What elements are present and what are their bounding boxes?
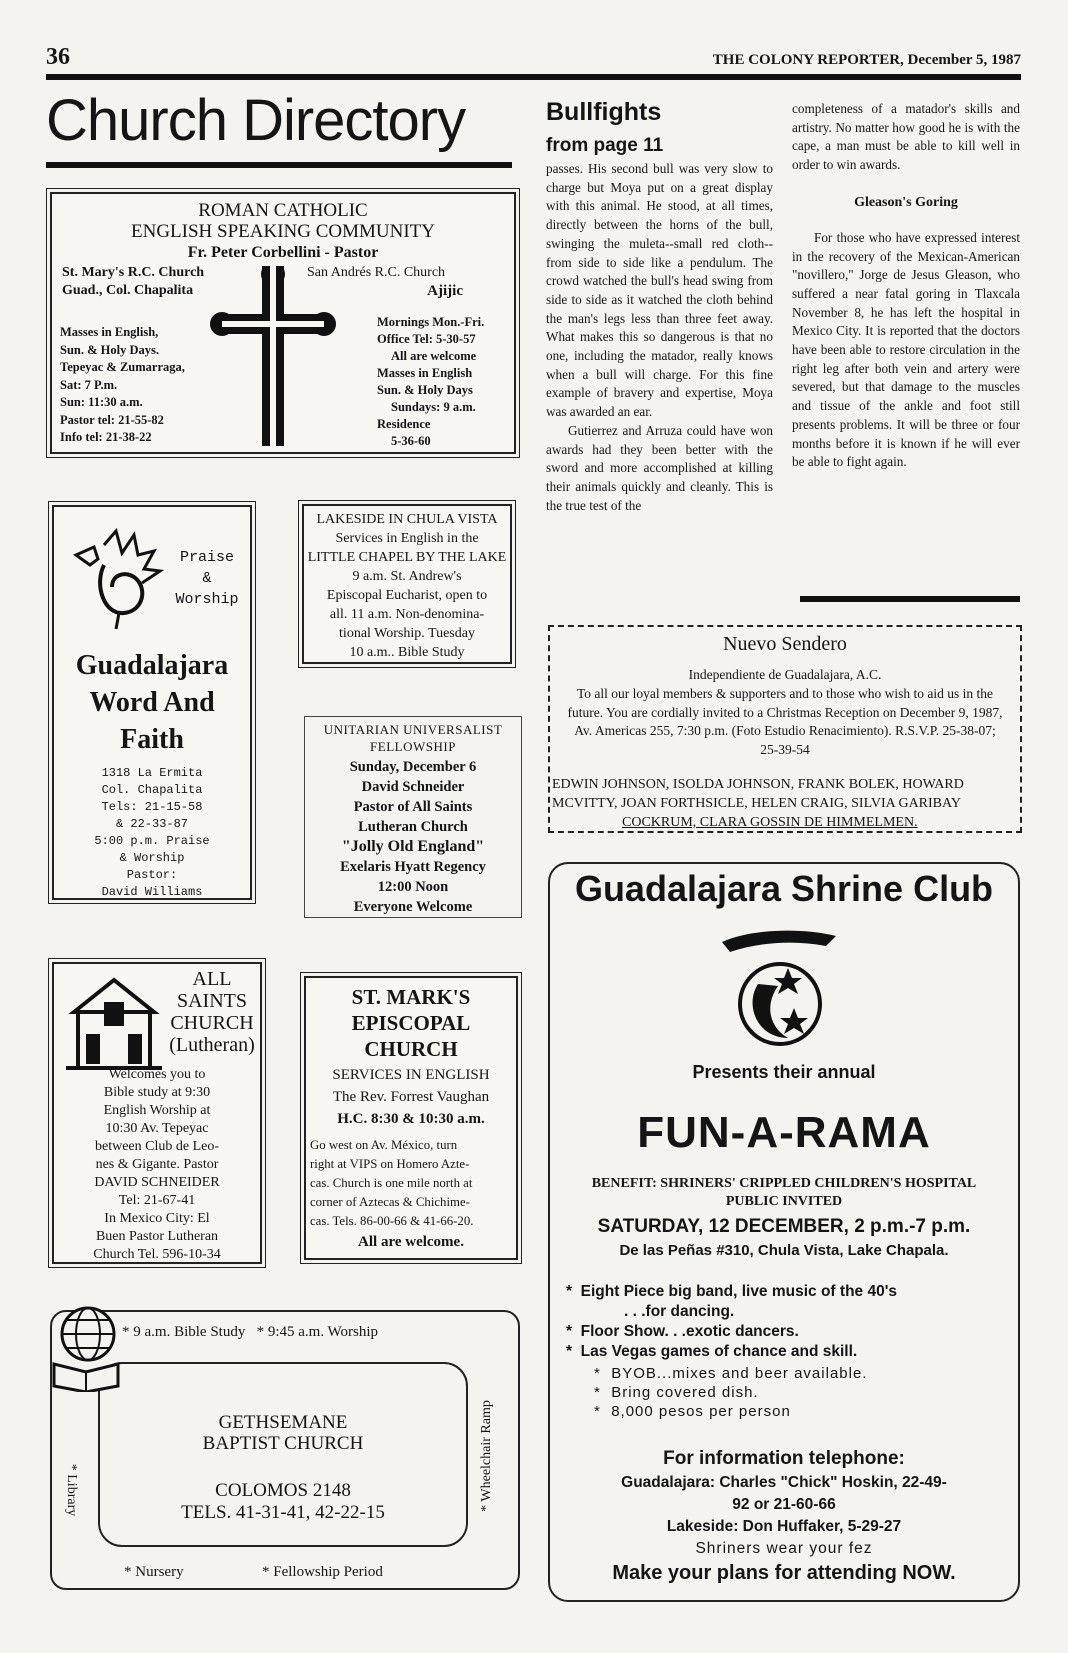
lakeside-title: LAKESIDE IN CHULA VISTA <box>316 512 498 527</box>
unitarian-line: Everyone Welcome <box>353 899 473 915</box>
unitarian-line: "Jolly Old England" <box>341 838 485 855</box>
st-marks-hc: H.C. 8:30 & 10:30 a.m. <box>337 1111 485 1127</box>
church-building-icon <box>64 972 164 1072</box>
all-saints-line: 10:30 Av. Tepeyac <box>105 1121 209 1136</box>
left-detail: Tepeyac & Zumarraga, <box>60 360 185 374</box>
all-saints-line: between Club de Leo- <box>94 1139 219 1154</box>
all-saints-title: SAINTS <box>176 990 247 1012</box>
article-end-rule <box>800 596 1020 602</box>
all-saints-line: Church Tel. 596-10-34 <box>93 1247 221 1262</box>
lakeside-line: Episcopal Eucharist, open to <box>326 588 488 603</box>
all-saints-line: nes & Gigante. Pastor <box>95 1157 219 1172</box>
nuevo-names: EDWIN JOHNSON, ISOLDA JOHNSON, FRANK BOLEK, HOWARD <box>552 777 964 792</box>
shrine-sub-bullet: * 8,000 pesos per person <box>594 1403 791 1420</box>
st-marks-title: EPISCOPAL <box>351 1011 471 1035</box>
wheelchair-label: * Wheelchair Ramp <box>479 1400 494 1512</box>
page-number: 36 <box>46 44 70 70</box>
goring-body: For those who have expressed interest in the recovery of the Mexican-American "novillero," Jorge de Jesus Gleason, who suffered a near fatal goring in Tlaxcala November 8, he has left the hospital in Mexico City. It is reported that the doctors have been able to restore circulation in the right leg after both vein and artery were severed, but that damage to the muscles and tissue of the ankle and foot still presents problems. It will be three or four months before it is known if he will ever be able to fight again. <box>792 229 1020 470</box>
word-faith-name: Guadalajara <box>75 650 229 681</box>
lakeside-ad <box>302 504 512 664</box>
shrine-info: For information telephone: <box>663 1448 905 1469</box>
word-faith-ad <box>52 505 252 900</box>
word-faith-name: Faith <box>120 724 184 755</box>
shrine-guad2: 92 or 21-60-66 <box>732 1496 836 1513</box>
right-detail: Sun. & Holy Days <box>377 383 473 397</box>
fun-a-rama: FUN-A-RAMA <box>637 1108 931 1157</box>
nuevo-title: Nuevo Sendero <box>723 633 847 655</box>
nuevo-names: MCVITTY, JOAN FORTHSICLE, HELEN CRAIG, SILVIA GARIBAY <box>552 796 961 811</box>
shrine-cta: Make your plans for attending NOW. <box>612 1562 956 1584</box>
left-location: Guad., Col. Chapalita <box>62 283 194 298</box>
wf-detail: Pastor: <box>126 868 178 882</box>
word-faith-name: Word And <box>89 687 215 718</box>
gethsemane-name: BAPTIST CHURCH <box>202 1433 364 1454</box>
catholic-ad <box>50 192 516 454</box>
st-marks-direction: Go west on Av. México, turn <box>310 1138 458 1152</box>
gethsemane-ad <box>50 1310 520 1590</box>
right-detail: Sundays: 9 a.m. <box>391 400 476 414</box>
all-saints-ad <box>52 962 262 1264</box>
bullfights-column-2 <box>792 100 1020 472</box>
lakeside-line: tional Worship. Tuesday <box>339 626 475 641</box>
st-marks-welcome: All are welcome. <box>358 1234 464 1250</box>
st-marks-direction: cas. Church is one mile north at <box>310 1176 473 1190</box>
shrine-sub-text: 8,000 pesos per person <box>611 1403 791 1420</box>
lakeside-line: all. 11 a.m. Non-denomina- <box>329 607 485 622</box>
right-detail: Masses in English <box>377 366 473 380</box>
unitarian-title: UNITARIAN UNIVERSALIST <box>323 722 503 737</box>
right-detail: Office Tel: 5-30-57 <box>377 332 476 346</box>
left-detail: Sun: 11:30 a.m. <box>60 395 143 409</box>
all-saints-line: In Mexico City: El <box>104 1211 210 1226</box>
unitarian-line: 12:00 Noon <box>377 879 449 895</box>
right-detail: Residence <box>377 417 431 431</box>
praise-amp: & <box>202 570 212 587</box>
all-saints-title: (Lutheran) <box>169 1034 255 1056</box>
wf-detail: 5:00 p.m. Praise <box>94 834 210 848</box>
st-marks-direction: corner of Aztecas & Chichime- <box>310 1195 470 1209</box>
lakeside-line: Services in English in the <box>335 531 479 546</box>
unitarian-ad <box>304 716 522 918</box>
shrine-sub-text: Bring covered dish. <box>611 1384 759 1401</box>
nuevo-names: COCKRUM, CLARA GOSSIN DE HIMMELMEN. <box>622 815 918 830</box>
nuevo-body: To all our loyal members & supporters and to those who wish to aid us in the future. You are cordially invited to a Christmas Reception on December 9, 1987, Av. Americas 255, 7:30 p.m. (Foto Estudio Renacimiento). R.S.V.P. 25-38-07; 25-39-54 <box>567 686 1003 757</box>
shrine-bullet: * Eight Piece big band, live music of the 40's <box>566 1283 898 1300</box>
catholic-line1: ROMAN CATHOLIC <box>198 200 368 221</box>
gethsemane-address: COLOMOS 2148 <box>215 1480 351 1501</box>
shrine-place: De las Peñas #310, Chula Vista, Lake Chapala. <box>619 1242 949 1259</box>
shrine-bullet: * Las Vegas games of chance and skill. <box>566 1343 858 1360</box>
goring-subhead: Gleason's Goring <box>854 194 958 210</box>
unitarian-line: Pastor of All Saints <box>353 799 473 815</box>
shrine-club-ad <box>548 862 1020 1602</box>
right-detail: 5-36-60 <box>391 434 431 448</box>
all-saints-line: Tel: 21-67-41 <box>118 1193 196 1208</box>
shrine-sub-bullet: * BYOB...mixes and beer available. <box>594 1365 868 1382</box>
gethsemane-top-line: * 9 a.m. Bible Study * 9:45 a.m. Worship <box>122 1324 379 1340</box>
left-detail: Info tel: 21-38-22 <box>60 430 152 444</box>
all-saints-title: CHURCH <box>170 1012 254 1034</box>
cross-icon <box>202 266 342 446</box>
wf-detail: Col. Chapalita <box>101 783 203 797</box>
gethsemane-name: GETHSEMANE <box>218 1412 348 1433</box>
unitarian-line: David Schneider <box>361 779 465 795</box>
bullfights-para: passes. His second bull was very slow to charge but Moya put on a great display with this animal. He stood, at all times, directly between the horns of the bull, swinging the muleta--small red cloth--from side to side like a pendulum. The crowd watched the bull's head swing from side to side as it watched the cloth behind the man's legs less than three feet away. What makes this so dangerous is that no one, including the matador, really knows when a bull will charge. For this fine example of bravery and expertise, Moya was awarded an ear. <box>546 161 773 420</box>
left-church: St. Mary's R.C. Church <box>62 265 205 280</box>
globe-bible-icon <box>44 1302 130 1392</box>
bullfights-subhead: from page 11 <box>546 135 664 156</box>
shrine-date: SATURDAY, 12 DECEMBER, 2 p.m.-7 p.m. <box>597 1216 971 1237</box>
wf-detail: Tels: 21-15-58 <box>101 800 203 814</box>
lakeside-line: 9 a.m. St. Andrew's <box>352 569 462 584</box>
wf-detail: 1318 La Ermita <box>101 766 203 780</box>
shrine-guad: Guadalajara: Charles "Chick" Hoskin, 22-49- <box>621 1474 947 1491</box>
catholic-line2: ENGLISH SPEAKING COMMUNITY <box>131 221 435 242</box>
directory-rule <box>46 162 512 168</box>
shrine-bullet-text: Eight Piece big band, live music of the 40's <box>580 1283 898 1300</box>
left-detail: Sun. & Holy Days. <box>60 342 159 357</box>
unitarian-title: FELLOWSHIP <box>370 739 456 754</box>
shrine-benefit: BENEFIT: SHRINERS' CRIPPLED CHILDREN'S HOSPITAL <box>591 1176 977 1191</box>
nursery-label: * Nursery <box>124 1564 184 1580</box>
st-marks-direction: cas. Tels. 86-00-66 & 41-66-20. <box>310 1214 474 1228</box>
praise-worship: Worship <box>175 591 239 608</box>
library-label: * Library <box>64 1463 79 1517</box>
shrine-bullet-text: Floor Show. . .exotic dancers. <box>580 1323 799 1340</box>
left-detail: Pastor tel: 21-55-82 <box>60 412 164 427</box>
right-location: Ajijic <box>427 283 463 299</box>
shrine-title: Guadalajara Shrine Club <box>574 868 994 909</box>
left-detail: Sat: 7 P.m. <box>60 377 118 392</box>
unitarian-line: Exelaris Hyatt Regency <box>340 859 486 875</box>
shrine-sub-bullet: * Bring covered dish. <box>594 1384 759 1401</box>
wf-detail: David Williams <box>101 885 203 899</box>
bullfights-para: Gutierrez and Arruza could have won awards had they been better with the sword and more accomplished at killing their animals quickly and cleanly. This is the true test of the <box>546 422 773 513</box>
nuevo-sub: Independiente de Guadalajara, A.C. <box>688 667 882 682</box>
shrine-bullet: * Floor Show. . .exotic dancers. <box>566 1323 799 1340</box>
dove-icon <box>64 525 174 635</box>
shrine-fez: Shriners wear your fez <box>695 1540 873 1557</box>
st-marks-services: SERVICES IN ENGLISH <box>332 1067 490 1083</box>
shrine-bullet-text: Las Vegas games of chance and skill. <box>580 1343 858 1360</box>
unitarian-line: Lutheran Church <box>358 819 468 835</box>
catholic-pastor: Fr. Peter Corbellini - Pastor <box>187 244 379 261</box>
st-marks-rev: The Rev. Forrest Vaughan <box>332 1089 490 1105</box>
all-saints-line: DAVID SCHNEIDER <box>94 1175 220 1190</box>
wf-detail: & Worship <box>119 851 185 865</box>
wf-detail: & 22-33-87 <box>115 817 188 831</box>
all-saints-line: English Worship at <box>103 1103 211 1118</box>
st-marks-ad <box>304 976 518 1260</box>
nuevo-sendero-ad <box>548 625 1022 833</box>
shrine-emblem-icon <box>714 922 844 1052</box>
all-saints-title: ALL <box>192 968 232 990</box>
right-detail: All are welcome <box>391 349 477 363</box>
st-marks-direction: right at VIPS on Homero Azte- <box>310 1157 470 1171</box>
all-saints-line: Welcomes you to <box>108 1067 206 1082</box>
bullfights-headline: Bullfights <box>546 98 662 126</box>
left-detail: Masses in English, <box>60 325 159 339</box>
praise-word: Praise <box>179 549 234 566</box>
right-church: San Andrés R.C. Church <box>307 265 446 280</box>
directory-title: Church Directory <box>46 88 466 153</box>
right-detail: Mornings Mon.-Fri. <box>377 315 485 329</box>
shrine-sub-text: BYOB...mixes and beer available. <box>611 1365 868 1382</box>
unitarian-line: Sunday, December 6 <box>349 759 477 775</box>
all-saints-line: Buen Pastor Lutheran <box>95 1229 219 1244</box>
fellowship-label: * Fellowship Period <box>262 1564 383 1580</box>
st-marks-title: ST. MARK'S <box>351 985 471 1009</box>
gethsemane-tels: TELS. 41-31-41, 42-22-15 <box>181 1502 385 1523</box>
publication-line: THE COLONY REPORTER, December 5, 1987 <box>712 52 1021 68</box>
shrine-public: PUBLIC INVITED <box>725 1194 843 1209</box>
bullfights-col2-top: completeness of a matador's skills and artistry. No matter how good he is with the cape, a man must be able to kill well in order to win awards. <box>792 101 1020 173</box>
all-saints-line: Bible study at 9:30 <box>103 1085 211 1100</box>
shrine-presents: Presents their annual <box>692 1062 876 1082</box>
bullfights-column-1 <box>546 160 773 515</box>
shrine-lake: Lakeside: Don Huffaker, 5-29-27 <box>666 1518 902 1535</box>
st-marks-title: CHURCH <box>364 1037 458 1061</box>
lakeside-line: 10 a.m.. Bible Study <box>349 645 465 660</box>
header-rule <box>46 74 1021 80</box>
page-header <box>46 44 1021 74</box>
lakeside-line: LITTLE CHAPEL BY THE LAKE <box>307 550 507 565</box>
shrine-bullet-cont: . . .for dancing. <box>624 1303 735 1320</box>
